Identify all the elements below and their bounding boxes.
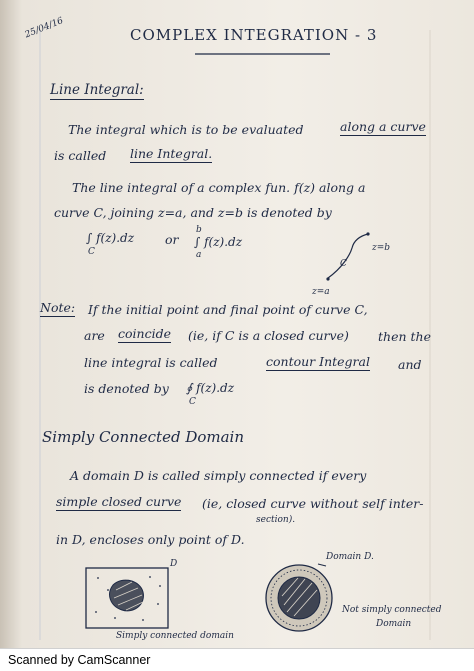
note-line-3a: line integral is called xyxy=(84,355,218,370)
figure-label-d: D xyxy=(170,559,178,569)
curve-end-point xyxy=(366,232,369,235)
integral-ab-upper-limit: b xyxy=(196,225,202,235)
date: 25/04/16 xyxy=(23,15,65,41)
figure-caption-right-line-2: Domain xyxy=(376,619,412,629)
simply-connected-line-2a: simple closed curve xyxy=(56,494,182,509)
note-line-2d: then the xyxy=(378,329,431,344)
contour-integral: ∮ f(z).dz xyxy=(186,381,235,395)
simply-connected-line-1: A domain D is called simply connected if every xyxy=(70,468,367,483)
definition-line-1a: The integral which is to be evaluated xyxy=(68,122,304,137)
curve-label-c: C xyxy=(340,259,347,269)
integral-over-c-subscript: C xyxy=(88,247,95,257)
or-word: or xyxy=(165,232,179,247)
note-label: Note: xyxy=(40,300,76,315)
paragraph-line-2: curve C, joining z=a, and z=b is denoted by xyxy=(54,205,332,220)
note-line-2a: are xyxy=(84,328,105,343)
not-simply-connected-figure xyxy=(266,564,332,631)
simply-connected-line-3: in D, encloses only point of D. xyxy=(56,532,245,547)
section-heading-simply-connected: Simply Connected Domain xyxy=(42,428,245,446)
page-title: COMPLEX INTEGRATION - 3 xyxy=(130,26,378,44)
figure-caption-right-line-1: Not simply connected xyxy=(342,605,442,615)
definition-line-1b: along a curve xyxy=(340,119,426,134)
note-line-1: If the initial point and final point of curve C, xyxy=(88,302,368,317)
figure-label-domain-d: Domain D. xyxy=(326,552,374,562)
note-line-3b: contour Integral xyxy=(266,354,370,369)
integral-ab-lower-limit: a xyxy=(196,250,202,260)
camscanner-watermark: Scanned by CamScanner xyxy=(8,653,151,667)
contour-integral-subscript: C xyxy=(189,397,196,407)
note-line-2c: (ie, if C is a closed curve) xyxy=(188,328,349,343)
note-line-2b: coincide xyxy=(118,326,171,341)
paragraph-line-1: The line integral of a complex fun. f(z) along a xyxy=(72,180,366,195)
simply-connected-line-2b: (ie, closed curve without self inter- xyxy=(202,496,424,511)
scanner-footer xyxy=(0,648,474,671)
integral-over-c: ∫ f(z).dz xyxy=(86,231,135,245)
curve-start-point xyxy=(326,277,329,280)
definition-line-2b: line Integral. xyxy=(130,146,213,161)
simply-connected-line-2c: section). xyxy=(256,515,296,525)
integral-a-to-b: ∫ f(z).dz xyxy=(194,235,243,249)
curve-sketch xyxy=(328,234,368,278)
note-line-4a: is denoted by xyxy=(84,381,169,396)
curve-label-za: z=a xyxy=(312,287,330,297)
definition-line-2a: is called xyxy=(54,148,107,163)
simply-connected-figure xyxy=(86,568,168,628)
curve-label-zb: z=b xyxy=(372,243,391,253)
figure-caption-left: Simply connected domain xyxy=(116,631,234,641)
note-line-3c: and xyxy=(398,357,422,372)
section-heading-line-integral: Line Integral: xyxy=(50,82,144,98)
